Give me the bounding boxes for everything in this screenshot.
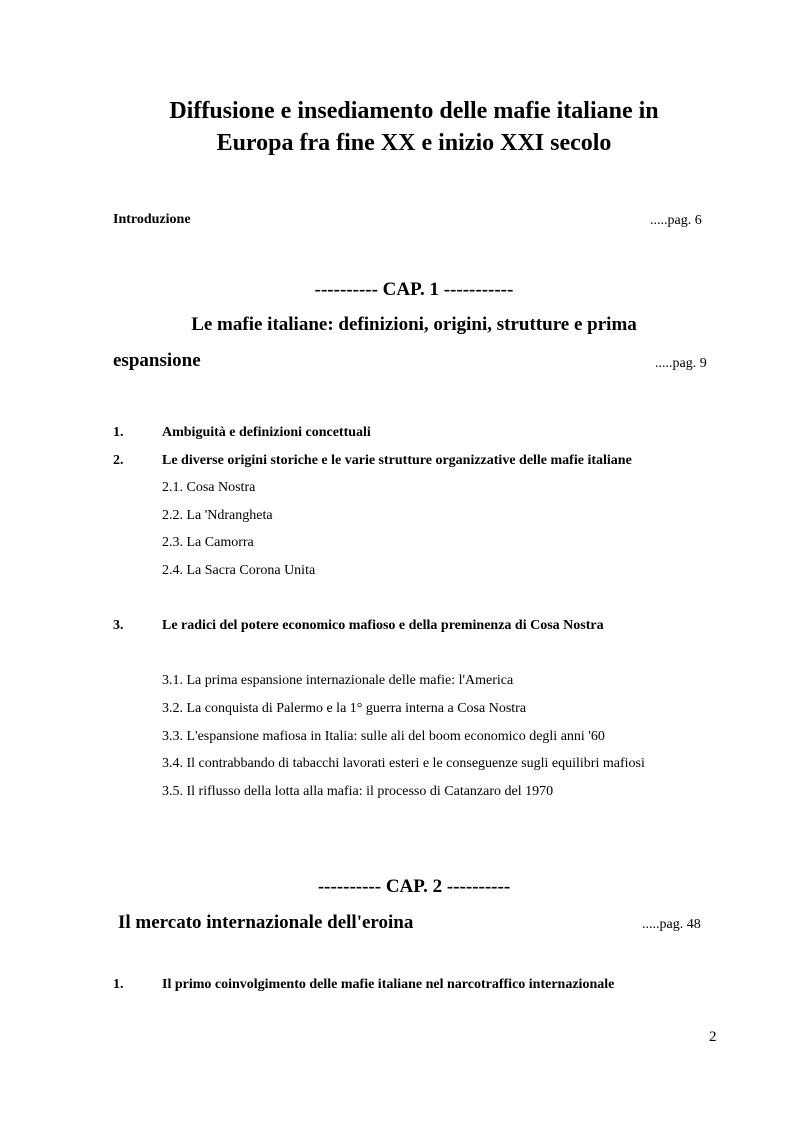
section-title: Ambiguità e definizioni concettuali — [162, 425, 371, 440]
chapter-1-title-line-2: espansione — [113, 350, 201, 371]
toc-intro-label: Introduzione — [113, 212, 191, 227]
subsection-title: 2.1. Cosa Nostra — [162, 480, 256, 495]
subsection-title: 3.5. Il riflusso della lotta alla mafia: il processo di Catanzaro del 1970 — [162, 784, 554, 799]
chapter-2-page: .....pag. 48 — [642, 917, 701, 932]
chapter-2-header: ---------- CAP. 2 ---------- — [317, 876, 511, 897]
subsection-title: 2.2. La 'Ndrangheta — [162, 508, 273, 523]
subsection-title: 3.4. Il contrabbando di tabacchi lavorati esteri e le conseguenze sugli equilibri mafiosi — [162, 756, 645, 771]
chapter-2-title: Il mercato internazionale dell'eroina — [118, 912, 414, 933]
document-title-line-1: Diffusione e insediamento delle mafie italiane in — [169, 98, 659, 124]
section-number: 1. — [113, 977, 124, 992]
section-number: 3. — [113, 618, 124, 633]
subsection-title: 2.4. La Sacra Corona Unita — [162, 563, 316, 578]
subsection-title: 2.3. La Camorra — [162, 535, 254, 550]
section-title: Il primo coinvolgimento delle mafie italiane nel narcotraffico internazionale — [162, 977, 615, 992]
section-title: Le radici del potere economico mafioso e della preminenza di Cosa Nostra — [162, 618, 604, 633]
chapter-1-page: .....pag. 9 — [655, 356, 707, 371]
document-title-line-2: Europa fra fine XX e inizio XXI secolo — [216, 130, 612, 156]
subsection-title: 3.3. L'espansione mafiosa in Italia: sulle ali del boom economico degli anni '60 — [162, 729, 605, 744]
chapter-1-title-line-1: Le mafie italiane: definizioni, origini, strutture e prima — [191, 314, 637, 335]
subsection-title: 3.2. La conquista di Palermo e la 1° guerra interna a Cosa Nostra — [162, 701, 527, 716]
chapter-1-header: ---------- CAP. 1 ----------- — [314, 279, 514, 300]
subsection-title: 3.1. La prima espansione internazionale delle mafie: l'America — [162, 673, 514, 688]
section-number: 1. — [113, 425, 124, 440]
page-number: 2 — [709, 1029, 717, 1045]
toc-intro-page: .....pag. 6 — [650, 213, 702, 228]
section-title: Le diverse origini storiche e le varie strutture organizzative delle mafie italiane — [162, 453, 632, 468]
section-number: 2. — [113, 453, 124, 468]
